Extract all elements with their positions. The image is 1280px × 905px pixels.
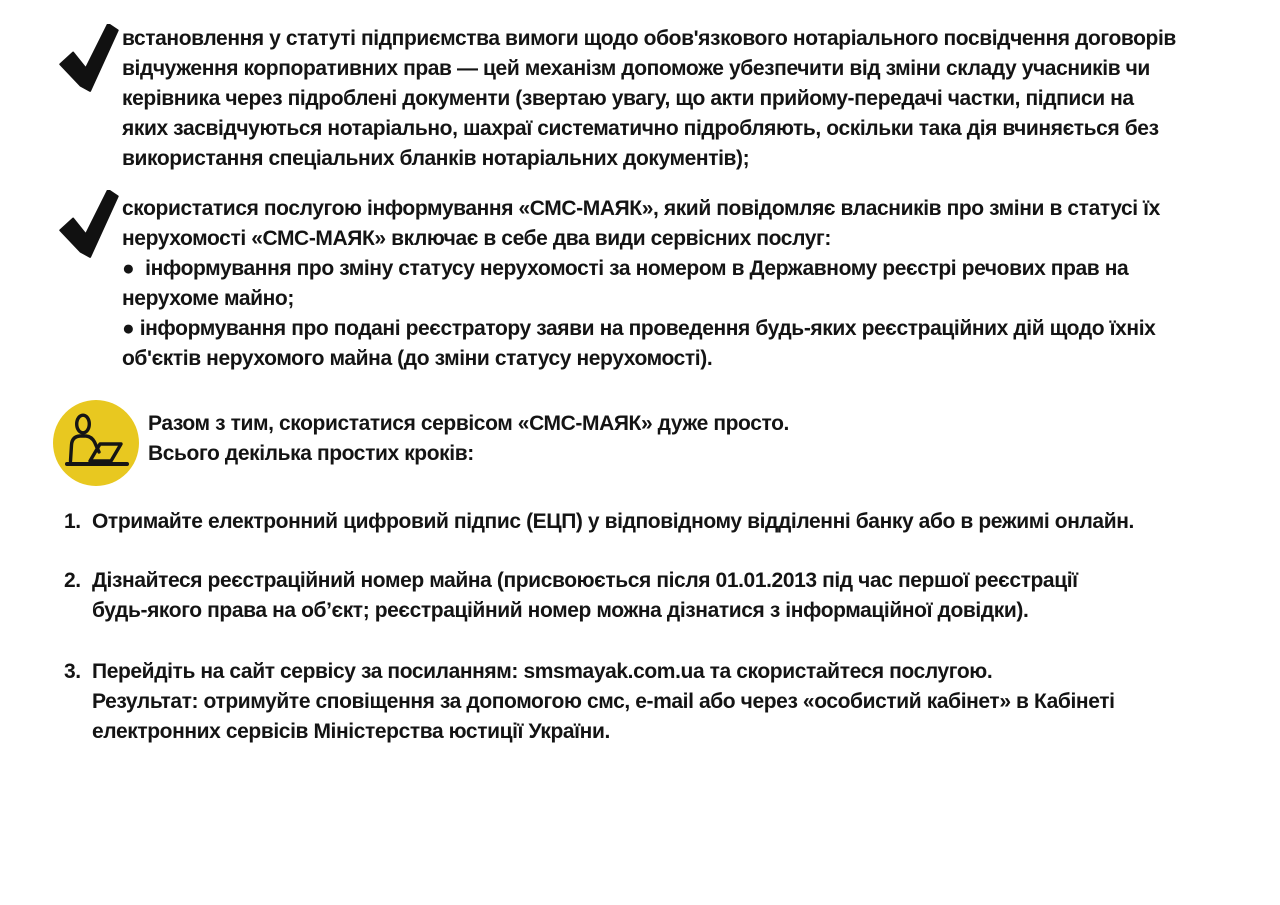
step-1 — [64, 507, 1134, 537]
paragraph-line: скористатися послугою інформування «СМС-МАЯК», який повідомляє власників про зміни в статусі їх — [122, 197, 1160, 220]
check-icon — [58, 190, 120, 260]
paragraph-line: об'єктів нерухомого майна (до зміни статусу нерухомості). — [122, 347, 713, 370]
callout-text — [148, 409, 789, 469]
step-line: електронних сервісів Міністерства юстиції України. — [92, 720, 610, 743]
paragraph-line: встановлення у статуті підприємства вимоги щодо обов'язкового нотаріального посвідчення договорів — [122, 27, 1176, 50]
check-icon — [58, 24, 120, 94]
paragraph-line: нерухомості «СМС-МАЯК» включає в себе два види сервісних послуг: — [122, 227, 831, 250]
step-line: Результат: отримуйте сповіщення за допомогою смс, e-mail або через «особистий кабінет» в Кабінеті — [92, 690, 1115, 713]
paragraph-line: керівника через підроблені документи (звертаю увагу, що акти прийому-передачі частки, підписи на — [122, 87, 1134, 110]
checklist-item-2 — [122, 194, 1160, 374]
step-number: 2. — [64, 569, 81, 592]
paragraph-line: нерухоме майно; — [122, 287, 294, 310]
person-at-laptop-icon — [53, 400, 139, 486]
step-3 — [64, 657, 1115, 747]
step-line: Дізнайтеся реєстраційний номер майна (присвоюється після 01.01.2013 під час першої реєстрації — [92, 569, 1078, 592]
paragraph-line: використання спеціальних бланків нотаріальних документів); — [122, 147, 750, 170]
step-line: Отримайте електронний цифровий підпис (ЕЦП) у відповідному відділенні банку або в режимі онлайн. — [92, 510, 1134, 533]
step-2 — [64, 566, 1078, 626]
paragraph-line: відчуження корпоративних прав — цей механізм допоможе убезпечити від зміни складу учасників чи — [122, 57, 1150, 80]
callout-line: Всього декілька простих кроків: — [148, 442, 474, 465]
bullet-line: ● інформування про зміну статусу нерухомості за номером в Державному реєстрі речових прав на — [122, 257, 1129, 280]
checklist-item-1 — [122, 24, 1176, 174]
paragraph-line: яких засвідчуються нотаріально, шахраї систематично підробляють, оскільки така дія вчиняється без — [122, 117, 1159, 140]
step-line: будь-якого права на об’єкт; реєстраційний номер можна дізнатися з інформаційної довідки). — [92, 599, 1029, 622]
step-text — [92, 657, 1115, 747]
step-number: 3. — [64, 660, 81, 683]
step-line: Перейдіть на сайт сервісу за посиланням: smsmayak.com.ua та скористайтеся послугою. — [92, 660, 993, 683]
callout-line: Разом з тим, скористатися сервісом «СМС-МАЯК» дуже просто. — [148, 412, 789, 435]
step-number: 1. — [64, 510, 81, 533]
bullet-line: ● інформування про подані реєстратору заяви на проведення будь-яких реєстраційних дій щодо їхніх — [122, 317, 1156, 340]
step-text — [92, 507, 1134, 537]
step-text — [92, 566, 1078, 626]
